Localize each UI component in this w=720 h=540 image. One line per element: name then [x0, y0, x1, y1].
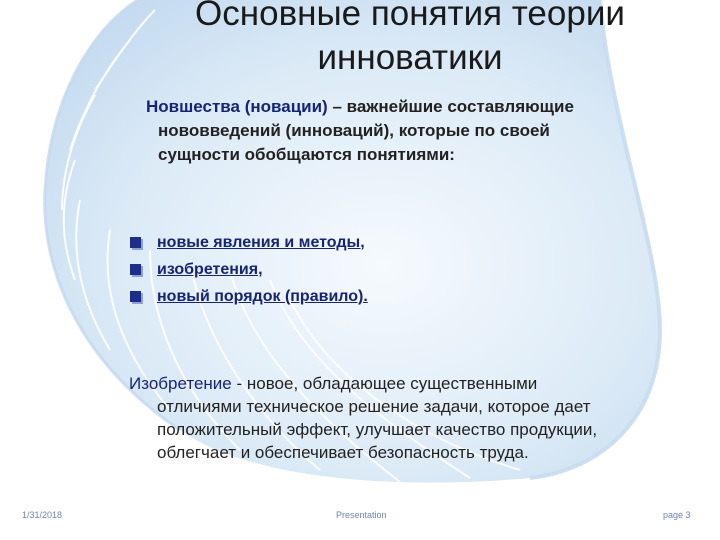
- definition-dash: -: [231, 374, 247, 393]
- footer-page-number: page 3: [663, 510, 691, 520]
- bullet-list: [130, 229, 530, 310]
- square-bullet-icon: [130, 291, 141, 302]
- bullet-text: новый порядок (правило).: [157, 287, 368, 305]
- footer-presentation-label: Presentation: [336, 510, 387, 520]
- intro-line2: нововведений (инноваций), которые по своей: [158, 121, 550, 140]
- definition-first-line: [129, 372, 689, 395]
- intro-first-line: [146, 95, 686, 119]
- intro-paragraph: [146, 95, 686, 167]
- intro-term: Новшества (новации): [146, 97, 328, 116]
- list-item: [130, 283, 530, 310]
- slide-title: [170, 0, 650, 80]
- list-item: [130, 256, 530, 283]
- square-bullet-icon: [130, 237, 141, 248]
- square-bullet-icon: [130, 264, 141, 275]
- definition-first-line-rest: новое, обладающее существенными: [246, 374, 538, 393]
- intro-first-line-rest: важнейшие составляющие: [346, 97, 574, 116]
- definition-term: Изобретение: [129, 374, 232, 393]
- intro-line3: сущности обобщаются понятиями:: [158, 145, 455, 164]
- footer-date: 1/31/2018: [22, 510, 63, 520]
- intro-dash: –: [327, 97, 347, 116]
- definition-line4: облегчает и обеспечивает безопасность труда.: [157, 443, 529, 462]
- definition-line3: положительный эффект, улучшает качество продукции,: [157, 420, 598, 439]
- list-item: [130, 229, 530, 256]
- definition-line2: отличиями техническое решение задачи, которое дает: [157, 397, 591, 416]
- bullet-text: новые явления и методы,: [157, 233, 365, 251]
- bullet-text: изобретения,: [157, 260, 263, 278]
- definition-paragraph: [129, 372, 689, 464]
- slide-title-line1: Основные понятия теории: [195, 0, 625, 33]
- slide-title-line2: инноватики: [317, 38, 503, 77]
